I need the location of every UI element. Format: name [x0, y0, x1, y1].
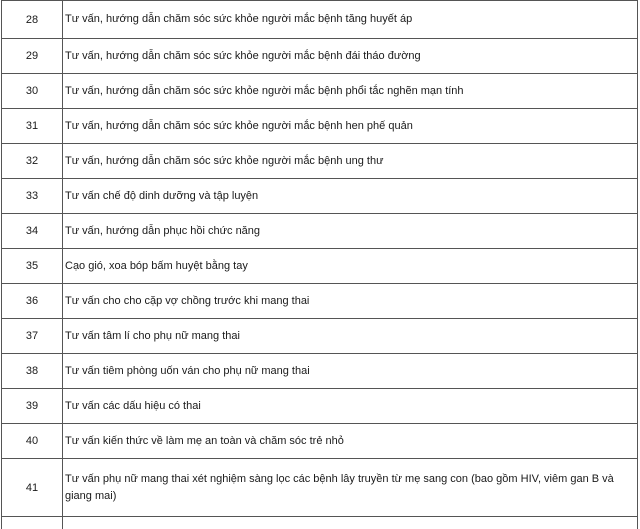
row-number: 38: [2, 354, 63, 389]
table-row: [2, 284, 638, 319]
row-description: Tư vấn tâm lí cho phụ nữ mang thai: [63, 319, 638, 354]
row-number: 40: [2, 424, 63, 459]
row-description: Tư vấn phụ nữ mang thai xét nghiệm sàng lọc các bệnh lây truyền từ mẹ sang con (bao gồm HIV, viêm gan B và giang mai): [63, 459, 638, 517]
row-number: 35: [2, 249, 63, 284]
row-number-empty: [2, 517, 63, 529]
row-number: 37: [2, 319, 63, 354]
table-row: [2, 319, 638, 354]
row-number: 28: [2, 1, 63, 39]
table-row-partial: [2, 517, 638, 529]
table-row: [2, 109, 638, 144]
row-number: 32: [2, 144, 63, 179]
table-row: [2, 179, 638, 214]
row-number: 36: [2, 284, 63, 319]
row-number: 33: [2, 179, 63, 214]
table-row: [2, 389, 638, 424]
table-row: [2, 354, 638, 389]
row-description: Tư vấn tiêm phòng uốn ván cho phụ nữ mang thai: [63, 354, 638, 389]
row-description: Tư vấn các dấu hiệu có thai: [63, 389, 638, 424]
row-number: 39: [2, 389, 63, 424]
table-row: [2, 214, 638, 249]
services-table: [1, 0, 638, 529]
row-description: Tư vấn, hướng dẫn chăm sóc sức khỏe người mắc bệnh phổi tắc nghẽn mạn tính: [63, 74, 638, 109]
row-description: Tư vấn kiến thức về làm mẹ an toàn và chăm sóc trẻ nhỏ: [63, 424, 638, 459]
row-description: Cạo gió, xoa bóp bấm huyệt bằng tay: [63, 249, 638, 284]
row-description: Tư vấn, hướng dẫn chăm sóc sức khỏe người mắc bệnh đái tháo đường: [63, 39, 638, 74]
table-row: [2, 249, 638, 284]
table-row: [2, 74, 638, 109]
row-number: 30: [2, 74, 63, 109]
row-description-empty: [63, 517, 638, 529]
row-description: Tư vấn cho cho cặp vợ chồng trước khi mang thai: [63, 284, 638, 319]
table-row: [2, 39, 638, 74]
row-description: Tư vấn, hướng dẫn chăm sóc sức khỏe người mắc bệnh hen phế quản: [63, 109, 638, 144]
row-number: 29: [2, 39, 63, 74]
row-description: Tư vấn, hướng dẫn chăm sóc sức khỏe người mắc bệnh ung thư: [63, 144, 638, 179]
table-row: [2, 424, 638, 459]
row-description: Tư vấn, hướng dẫn chăm sóc sức khỏe người mắc bệnh tăng huyết áp: [63, 1, 638, 39]
table-row: [2, 459, 638, 517]
row-number: 41: [2, 459, 63, 517]
table-row: [2, 144, 638, 179]
row-description: Tư vấn chế độ dinh dưỡng và tập luyện: [63, 179, 638, 214]
row-description: Tư vấn, hướng dẫn phục hồi chức năng: [63, 214, 638, 249]
row-number: 31: [2, 109, 63, 144]
row-number: 34: [2, 214, 63, 249]
table-row: [2, 1, 638, 39]
